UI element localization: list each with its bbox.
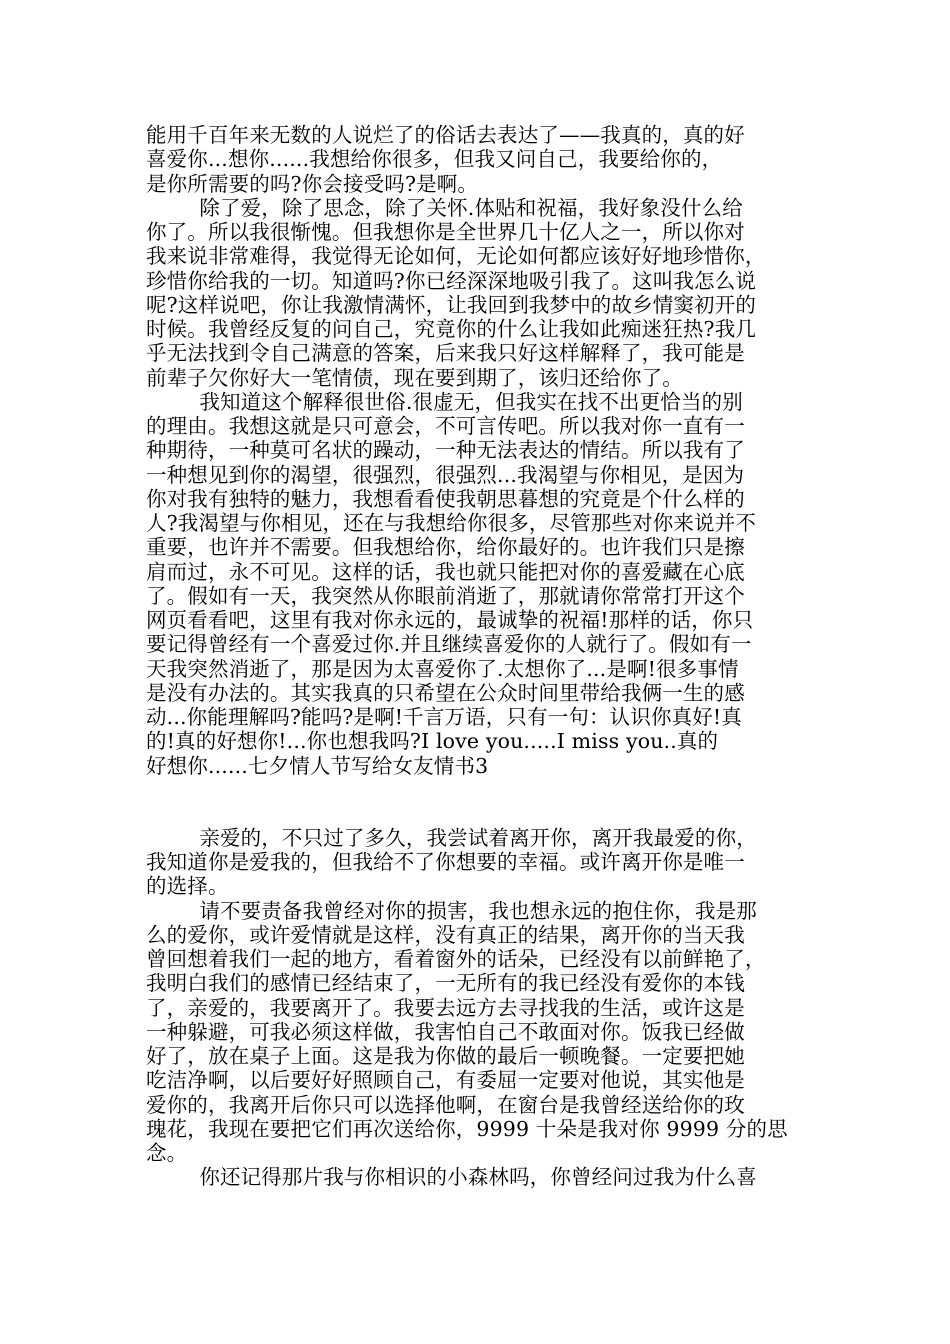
text-line: 的理由。我想这就是只可意会，不可言传吧。所以我对你一直有一 (146, 414, 745, 438)
text-line: 你对我有独特的魅力，我想看看使我朝思暮想的究竟是个什么样的 (146, 486, 745, 511)
text-line: 请不要责备我曾经对你的损害，我也想永远的抱住你，我是那 (146, 898, 757, 923)
text-line: 肩而过，永不可见。这样的话，我也就只能把对你的喜爱藏在心底 (146, 559, 745, 584)
text-line: 前辈子欠你好大一笔情债，现在要到期了，该归还给你了。 (146, 365, 683, 390)
text-line: 时候。我曾经反复的问自己，究竟你的什么让我如此痴迷狂热?我几 (146, 317, 756, 341)
text-line: 么的爱你，或许爱情就是这样，没有真正的结果，离开你的当天我 (146, 922, 745, 947)
text-line: 天我突然消逝了，那是因为太喜爱你了.太想你了...是啊!很多事情 (146, 656, 739, 681)
text-line: 珍惜你给我的一切。知道吗?你已经深深地吸引我了。这叫我怎么说 (146, 268, 756, 293)
text-line: 人?我渴望与你相见，还在与我想给你很多，尽管那些对你来说并不 (146, 511, 756, 535)
text-line: 的!真的好想你!...你也想我吗?I love you.....I miss you..真的 (146, 729, 719, 754)
text-line: 一种躲避，可我必须这样做，我害怕自己不敢面对你。饭我已经做 (146, 1019, 745, 1044)
text-line: 呢?这样说吧，你让我激情满怀，让我回到我梦中的故乡情窦初开的 (146, 292, 756, 317)
text-line: 是没有办法的。其实我真的只希望在公众时间里带给我俩一生的感 (146, 680, 745, 705)
text-line: 是你所需要的吗?你会接受吗?是啊。 (146, 171, 479, 196)
text-section-2 (146, 826, 812, 1190)
text-line: 亲爱的，不只过了多久，我尝试着离开你，离开我最爱的你， (146, 825, 757, 850)
text-line: 喜爱你...想你......我想给你很多，但我又问自己，我要给你的， (146, 147, 723, 172)
text-line: 你还记得那片我与你相识的小森林吗，你曾经问过我为什么喜 (146, 1165, 757, 1190)
section-spacer (146, 778, 812, 826)
text-line: 网页看看吧，这里有我对你永远的，最诚挚的祝福!那样的话，你只 (146, 608, 754, 632)
text-line: 乎无法找到令自己满意的答案，后来我只好这样解释了，我可能是 (146, 341, 745, 366)
text-line: 我明白我们的感情已经结束了，一无所有的我已经没有爱你的本钱 (146, 971, 745, 996)
text-line: 种期待，一种莫可名状的躁动，一种无法表达的情结。所以我有了 (146, 438, 745, 463)
text-line: 念。 (146, 1141, 188, 1165)
text-line: 曾回想着我们一起的地方，看着窗外的话朵，已经没有以前鲜艳了， (146, 947, 766, 971)
text-line: 我知道这个解释很世俗.很虚无，但我实在找不出更恰当的别 (146, 389, 743, 414)
text-line: 重要，也许并不需要。但我想给你，给你最好的。也许我们只是擦 (146, 535, 745, 560)
text-line: 要记得曾经有一个喜爱过你.并且继续喜爱你的人就行了。假如有一 (146, 632, 752, 657)
text-line: 好了，放在桌子上面。这是我为你做的最后一顿晚餐。一定要把她 (146, 1044, 745, 1068)
text-line: 动...你能理解吗?能吗?是啊!千言万语，只有一句：认识你真好!真 (146, 705, 742, 729)
text-line: 你了。所以我很惭愧。但我想你是全世界几十亿人之一，所以你对 (146, 220, 745, 244)
text-line: 瑰花，我现在要把它们再次送给你，9999 十朵是我对你 9999 分的思 (146, 1116, 788, 1141)
text-line: 吃洁净啊，以后要好好照顾自己，有委屈一定要对他说，其实他是 (146, 1068, 745, 1093)
text-line: 一种想见到你的渴望，很强烈，很强烈...我渴望与你相见，是因为 (146, 462, 745, 487)
text-section-1 (146, 123, 812, 778)
text-line: 我知道你是爱我的，但我给不了你想要的幸福。或许离开你是唯一 (146, 850, 745, 874)
text-line: 除了爱，除了思念，除了关怀.体贴和祝福，我好象没什么给 (146, 195, 743, 220)
text-line: 好想你......七夕情人节写给女友情书3 (146, 753, 489, 778)
text-line: 了。假如有一天，我突然从你眼前消逝了，那就请你常常打开这个 (146, 583, 745, 608)
text-line: 我来说非常难得，我觉得无论如何，无论如何都应该好好地珍惜你， (146, 244, 766, 269)
text-line: 的选择。 (146, 874, 229, 899)
text-line: 了，亲爱的，我要离开了。我要去远方去寻找我的生活，或许这是 (146, 995, 745, 1020)
text-line: 能用千百年来无数的人说烂了的俗话去表达了——我真的，真的好 (146, 123, 745, 147)
text-line: 爱你的，我离开后你只可以选择他啊，在窗台是我曾经送给你的玫 (146, 1092, 745, 1117)
document-page (146, 123, 812, 1190)
